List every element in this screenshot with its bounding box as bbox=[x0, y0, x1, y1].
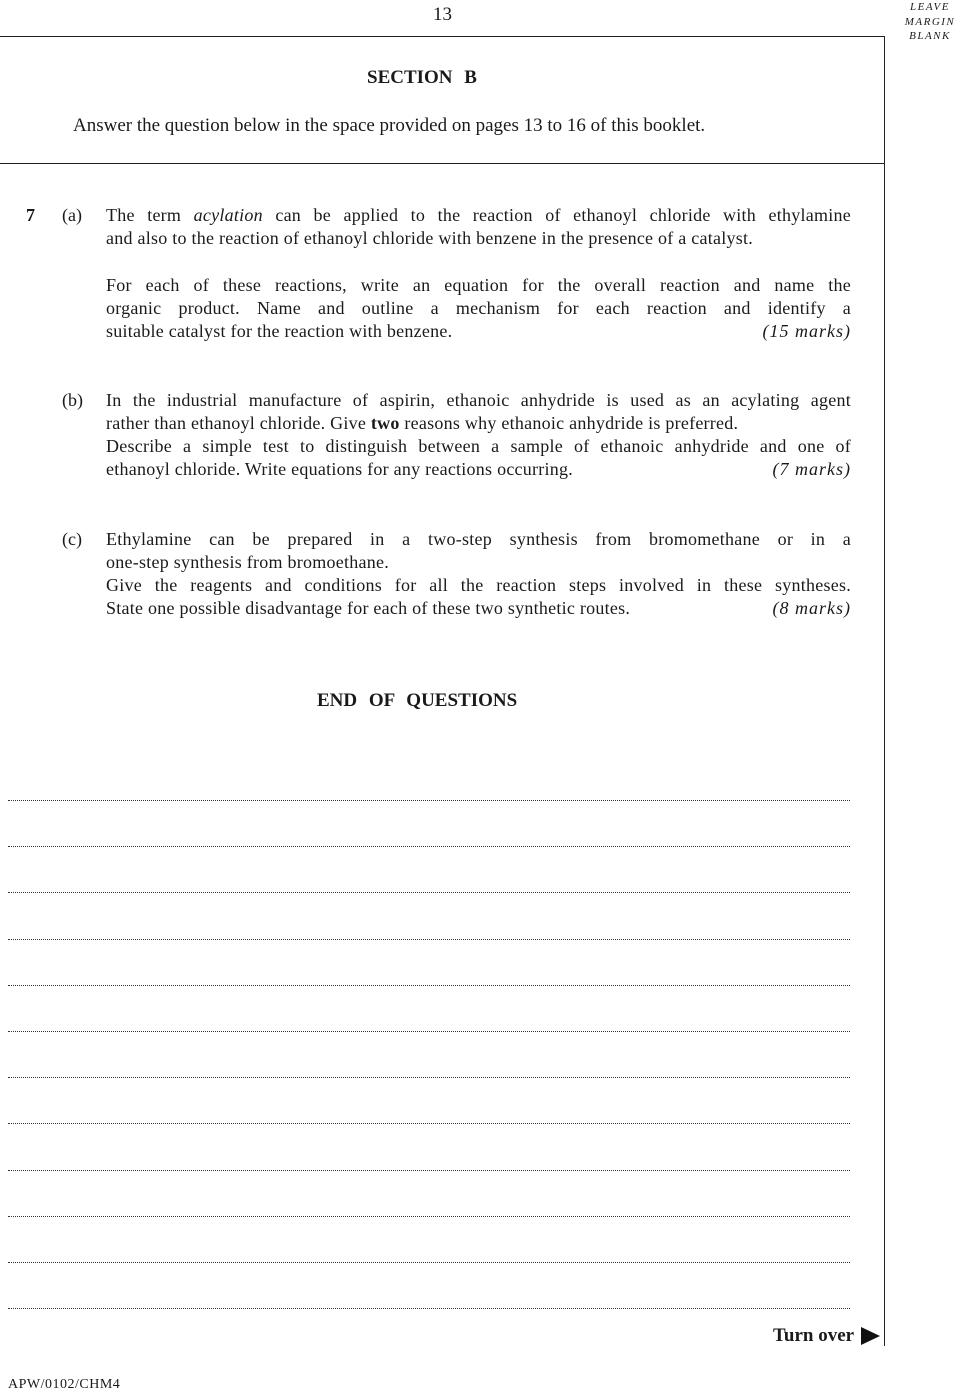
arrow-right-icon bbox=[861, 1327, 880, 1345]
answer-line bbox=[8, 1077, 850, 1078]
part-b-line bbox=[106, 412, 851, 435]
answer-line bbox=[8, 892, 850, 893]
part-c-line: Give the reagents and conditions for all the reaction steps involved in these syntheses. bbox=[106, 575, 851, 595]
text-span: suitable catalyst for the reaction with benzene. bbox=[106, 321, 453, 341]
question-number: 7 bbox=[26, 205, 35, 225]
part-c-line: Ethylamine can be prepared in a two-step synthesis from bromomethane or in a bbox=[106, 529, 851, 549]
part-c-text bbox=[106, 528, 851, 620]
answer-line bbox=[8, 846, 850, 847]
text-span: ethanoyl chloride. Write equations for any reactions occurring. bbox=[106, 459, 574, 479]
emphasis-two: two bbox=[370, 413, 400, 433]
part-b-label: (b) bbox=[62, 390, 83, 410]
part-a-line: organic product. Name and outline a mechanism for each reaction and identify a bbox=[106, 298, 851, 318]
section-instruction: Answer the question below in the space provided on pages 13 to 16 of this booklet. bbox=[73, 115, 706, 136]
answer-line bbox=[8, 1170, 850, 1171]
part-c-line-last bbox=[106, 597, 851, 620]
section-rule bbox=[0, 163, 885, 164]
text-span: can be applied to the reaction of ethanoyl chloride with ethylamine bbox=[262, 205, 851, 225]
margin-rule bbox=[884, 36, 885, 1346]
text-span: rather than ethanoyl chloride. Give bbox=[106, 413, 371, 433]
part-b-marks: (7 marks) bbox=[772, 459, 851, 479]
part-b-line: Describe a simple test to distinguish between a sample of ethanoic anhydride and one of bbox=[106, 436, 851, 456]
text-span: State one possible disadvantage for each of these two synthetic routes. bbox=[106, 598, 631, 618]
part-a-line-last bbox=[106, 320, 851, 343]
margin-note-line: MARGIN bbox=[904, 15, 956, 28]
part-c-marks: (8 marks) bbox=[772, 598, 851, 618]
header-rule bbox=[0, 36, 885, 37]
text-span: reasons why ethanoic anhydride is preferred. bbox=[399, 413, 739, 433]
answer-line bbox=[8, 985, 850, 986]
answer-line bbox=[8, 800, 850, 801]
part-a-line: and also to the reaction of ethanoyl chloride with benzene in the presence of a catalyst. bbox=[106, 228, 754, 248]
answer-line bbox=[8, 1123, 850, 1124]
part-b-text bbox=[106, 389, 851, 481]
answer-line bbox=[8, 1308, 850, 1309]
part-a-line bbox=[106, 204, 851, 227]
text-span: The term bbox=[106, 205, 194, 225]
part-c-line: one-step synthesis from bromoethane. bbox=[106, 552, 389, 572]
part-b-line: In the industrial manufacture of aspirin, ethanoic anhydride is used as an acylating agent bbox=[106, 390, 851, 410]
term-acylation: acylation bbox=[193, 205, 263, 225]
part-a-task bbox=[106, 274, 851, 343]
part-a-label: (a) bbox=[62, 205, 82, 225]
part-a-marks: (15 marks) bbox=[762, 321, 851, 341]
turn-over-label: Turn over bbox=[773, 1325, 855, 1346]
answer-line bbox=[8, 939, 850, 940]
answer-line bbox=[8, 1262, 850, 1263]
margin-note-line: LEAVE bbox=[910, 1, 950, 13]
part-a-line: For each of these reactions, write an equation for the overall reaction and name the bbox=[106, 275, 851, 295]
page-number: 13 bbox=[433, 4, 452, 25]
margin-note-line: BLANK bbox=[909, 30, 951, 42]
part-c-label: (c) bbox=[62, 529, 82, 549]
part-b-line-last bbox=[106, 458, 851, 481]
part-a-text bbox=[106, 204, 851, 250]
answer-line bbox=[8, 1216, 850, 1217]
paper-code: APW/0102/CHM4 bbox=[8, 1377, 121, 1392]
leave-margin-blank-note bbox=[900, 0, 960, 44]
answer-line bbox=[8, 1031, 850, 1032]
end-of-questions: END OF QUESTIONS bbox=[317, 690, 518, 711]
section-title: SECTION B bbox=[367, 67, 477, 88]
